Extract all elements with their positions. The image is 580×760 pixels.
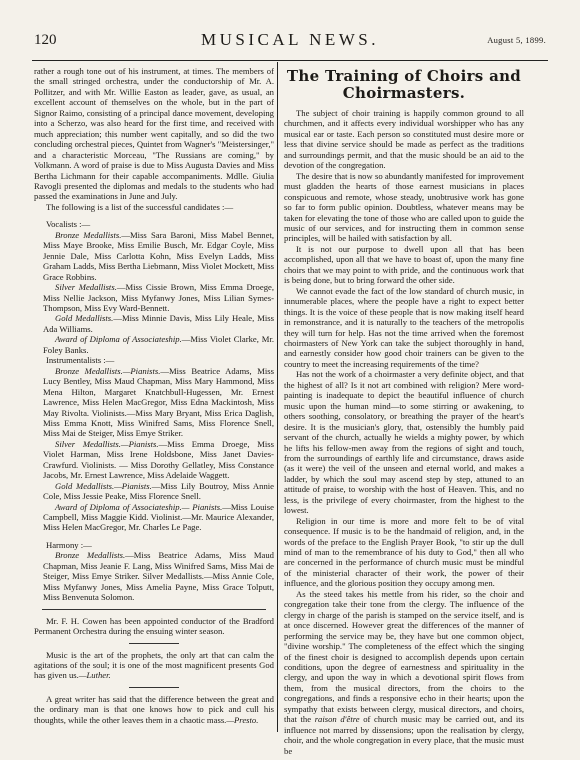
award-entry: Silver Medallists.—Pianists.—Miss Emma Droege, Miss Violet Harman, Miss Irene Holdsbone, Miss Janet Davies-Crawfurd. Violinists. — Miss Dorothy Gellatley, Miss Constance Jacobs, Mr. Ernest Lawrence, Miss Adelaide Waggett. [43,438,274,481]
article-paragraph: Religion in our time is more and more felt to be of vital consequence. If music is to be the handmaid of religion, and, in the words of the preface to the English Prayer Book, "to stir up the dull mind of man to the remembrance of his duty to God," then all who are concerned in the performance of church music must be mindful of the ministerial character of their work, the power of their influence, and the glorious position they occupy among men. [284,515,524,589]
vocalists-heading: Vocalists :— [46,219,91,230]
luther-quote: Music is the art of the prophets, the only art that can calm the agitations of the soul; it is one of the most magnificent presents God has given us.—Luther. [34,649,274,681]
left-column [34,66,274,725]
separator-rule [129,643,179,644]
page-number: 120 [34,32,57,48]
award-entry: Award of Diploma of Associateship.—Miss Violet Clarke, Mr. Foley Banks. [43,334,274,355]
article-paragraph: The subject of choir training is happily common ground to all churchmen, and it affects every individual worshipper who has any musical ear or taste. Each person so constituted must desire more or less that divine service should be made as perfect as the traditions and surroundings permit, and that the music should be an aid to the devotion of the congregation. [284,108,524,171]
award-entry: Bronze Medallists.—Miss Sara Baroni, Miss Mabel Bennet, Miss Maye Brooke, Miss Emilie Busch, Mr. Edgar Coyle, Miss Jennie Dale, Miss Carlotta Kohn, Miss Evelyn Ladds, Miss Graham Ladds, Miss Bertha Liebmann, Miss Violet Mockett, Miss Grace Robbins. [43,229,274,282]
presto-quote: A great writer has said that the difference between the great and the ordinary man is that one knows how to pick and cull his thoughts, while the other leaves them in a chaotic mass.—Presto. [34,693,274,725]
award-entry: Bronze Medallists.—Pianists.—Miss Beatrice Adams, Miss Lucy Bentley, Miss Maud Chapman, Miss Mary Hammond, Miss Mena Hilton, Margaret Knatchbull-Hugessen, Mr. Ernest Lawrence, Miss Helen MacGregor, Miss Edna Mackintosh, Miss May Rivolta. Violinists.—Miss Mary Bryant, Miss Erica Daglish, Miss Emma Knott, Miss Winifred Sams, Miss Florence Snell, Miss Mai de Steiger, Miss Emye Striker. [43,365,275,439]
award-entry: Silver Medallists.—Miss Cissie Brown, Miss Emma Droege, Miss Nellie Jackson, Miss Myfanwy Jones, Miss Lilian Symes-Thompson, Miss Evy Ward-Bennett. [43,282,274,313]
article-paragraph: As the steed takes his mettle from his rider, so the choir and congregation take their tone from the clergy. The influence of the clergy in charge of the parish is stamped on the service itself, and is at once discerned. However great the differences of the manner of performing the service may be, they have but one common object, "divine worship." The completeness of the effect which the singing of the finest choir is designed to accomplish depends upon certain conditions, upon the degree of earnestness and spirituality in the clergy, and upon the way in which a devotional spirit flows from them, from the musical directors, from the choirs to the congregations, and finds a responsive echo in their hearts; upon the sympathy that exists between clergy, musical directors, and choirs, that the raison d'être of church music may be carried out, and its influence not marred by dissensions; upon the realisation by clergy, choir, and the whole congregation in every place, that the music must be [284,588,524,756]
cowen-notice: Mr. F. H. Cowen has been appointed conductor of the Bradford Permanent Orchestra during the ensuing winter season. [34,615,274,637]
concert-report-paragraph: rather a rough tone out of his instrument, at times. The members of the small stringed orchestra, under the conductorship of Mr. A. Pollitzer, and with Mr. Willie Easton as leader, gave, as usual, an excellent account of themselves on the whole, but in the part of Signor Raimo, consisting of a principal dance movement, developing into a Scherzo, was also heard for the first time, and received with much appreciation; this number went capitally, and so did the two concluding orchestral pieces, Quintet from Wagner's "Meistersinger," and a characteristic Morceau, "The Russians are coming," by Volkmann. A word of praise is due to Miss Augusta Davies and Miss Bertha Lichmann for their capable accompaniments. Mdlle. Giulia Ravogli presented the diplomas and medals to the students who had passed the examinations in June and July. [34,66,274,202]
article-paragraph: It is not our purpose to dwell upon all that has been accomplished, upon all that we have to boast of, upon the many fine choirs that we may point to with pride, and the continuous work that is being done, but to bring forward the other side. [284,243,524,286]
article-paragraph: The desire that is now so abundantly manifested for improvement must gladden the hearts of those earnest musicians in places conspicuous and remote, whose steady, unobtrusive work has gone so far to form public opinion. Doubtless, whatever means may be taken for elevating the tone of those who are called upon to guide the music of our services, and for instructing them in common sense principles, will be hailed with satisfaction by all. [284,170,524,244]
header-rule [32,60,548,61]
separator-rule [129,687,179,688]
award-entry: Gold Medallists.—Miss Minnie Davis, Miss Lily Heale, Miss Ada Williams. [43,313,275,334]
article-title-line-2: Choirmasters. [342,84,466,102]
page-header [34,28,546,50]
instrumentalists-heading: Instrumentalists :— [46,355,115,366]
article-paragraph: We cannot evade the fact of the low standard of church music, in innumerable places, where the people have a right to expect better things. It is the voice of these people that is now making itself heard in remonstrance, and it is naturally to the teachers of the metropolis they will turn for help. Has not the time arrived when the foremost choirmasters of New York can take the subject thoroughly in hand, and earnestly consider how good choir trainers can be given to the country to meet the increasing requirements of the time? [284,285,524,369]
award-entry: Bronze Medallists.—Miss Beatrice Adams, Miss Maud Chapman, Miss Jeanie F. Lang, Miss Winifred Sams, Miss Mai de Steiger, Miss Emye Striker. Silver Medallists.—Miss Annie Cole, Miss Myfanwy Jones, Miss Amelia Payne, Miss Grace Tolputt, Miss Benvenuta Solomon. [43,550,274,603]
article-paragraph: Has not the work of a choirmaster a very definite object, and that the highest of all? Is it not art combined with religion? Mere word-painting is inadequate to depict the beautiful influence of church music upon the human mind—to some stirring or awakening, to others soothing, consolatory, or breathing the prayer of the heart's desire. It is the musician's glory, that, ostensibly the humbly paid servant of the church, actually he wields a mighty power, by which he lifts his fellow-men away from the regions of sight and touch, from the surroundings of earthly life and circumstance, draws aside (as it were) the veil of the unseen and eternal world, and makes a ladder, by which the soul may ascend step by step, attuned to an attitude of praise, to worship with the host of Heaven. This, and no less, is the privilege of every choirmaster, from the highest to the lowest. [284,369,524,516]
publication-title: MUSICAL NEWS. [200,30,380,49]
column-divider [277,62,278,732]
article-title-line-1: The Training of Choirs and [286,67,522,85]
harmony-heading: Harmony :— [46,539,92,550]
article-title [284,68,524,102]
issue-date: August 5, 1899. [487,35,546,45]
candidates-intro: The following is a list of the successful candidates :— [46,201,234,212]
award-entry: Award of Diploma of Associateship.— Pianists.—Miss Louise Campbell, Miss Maggie Kidd. Violinist.—Mr. Maurice Alexander, Miss Helen MacGregor, Mr. Charles Le Page. [43,501,274,533]
award-entry: Gold Medallists.—Pianists.—Miss Lily Boutroy, Miss Annie Cole, Miss Jessie Peake, Miss Florence Snell. [43,480,274,502]
right-column [284,66,524,756]
section-rule [42,609,266,610]
